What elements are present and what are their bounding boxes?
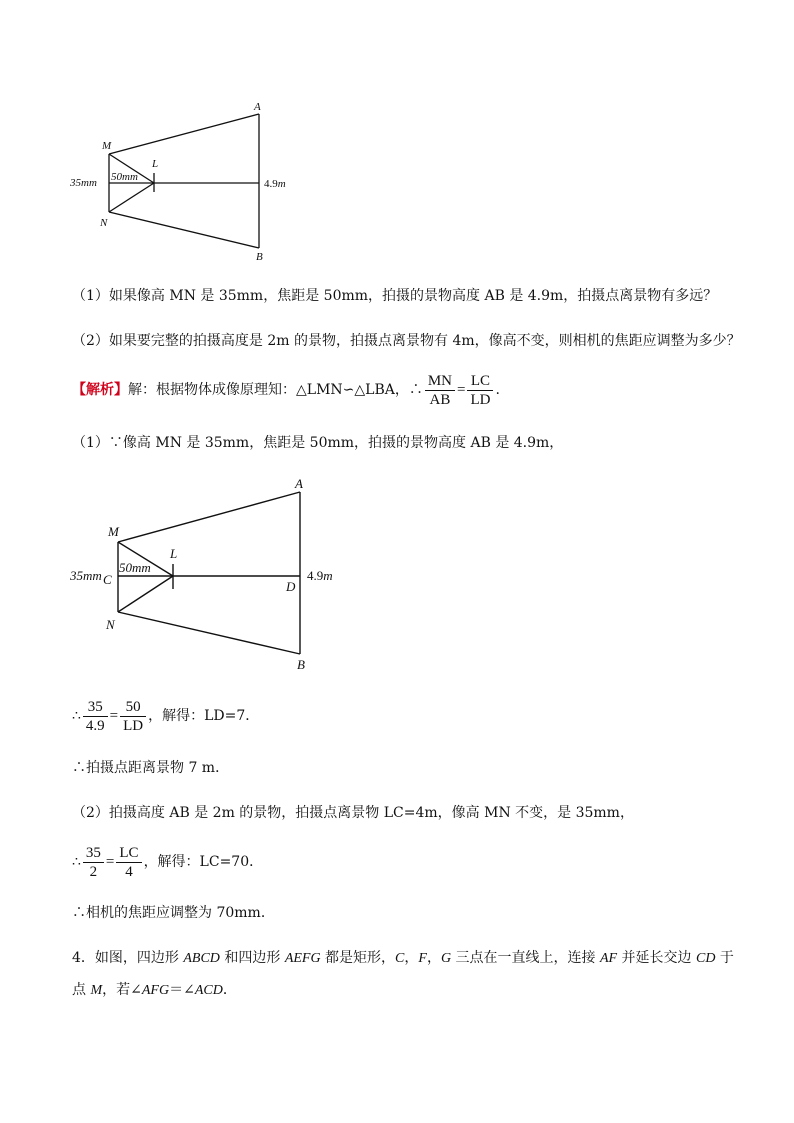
label-a: A: [254, 101, 261, 113]
label-l: L: [170, 546, 178, 561]
label-c: C: [103, 572, 112, 587]
label-b: B: [256, 251, 263, 263]
equation-2: ∴ $\frac{35}{2}$ = $\frac{LC}{4}$ ，解得：LC=70．: [72, 844, 264, 880]
part-1-line: （1）∵像高 MN 是 35mm，焦距是 50mm，拍摄的景物高度 AB 是 4.9m，: [72, 435, 564, 451]
line-ma: [118, 492, 300, 542]
fraction-lc-ld: $\frac{LC}{LD}$: [467, 372, 493, 409]
analysis-intro: 解：根据物体成像原理知：△LMN∽△LBA，∴: [128, 382, 423, 398]
fraction-35-2: $\frac{35}{2}$: [83, 844, 104, 881]
figure-1-diagram: [66, 96, 306, 266]
label-mn-length: 35mm: [70, 568, 102, 583]
label-n: N: [100, 217, 108, 229]
part-2-line: （2）拍摄高度 AB 是 2m 的景物，拍摄点离景物 LC=4m，像高 MN 不变，是 35mm，: [72, 805, 634, 821]
question-4-line-1: 4．如图，四边形 ABCD 和四边形 AEFG 都是矩形，C，F，G 三点在一直线上，连接 AF 并延长交边 CD 于: [72, 950, 734, 966]
label-b: B: [297, 657, 305, 672]
line-na: [118, 576, 173, 612]
label-l: L: [152, 158, 159, 170]
label-d: D: [286, 579, 296, 594]
label-ab-length: 4.9m: [307, 568, 333, 583]
answer-1: ∴拍摄点距离景物 7 m．: [72, 760, 230, 776]
label-focal-length: 50mm: [119, 560, 151, 575]
question-4-line-2: 点 M，若∠AFG＝∠ACD．: [72, 982, 237, 998]
figure-2-diagram: [66, 474, 346, 674]
label-a: A: [295, 476, 303, 491]
fraction-50-ld: $\frac{50}{LD}$: [120, 698, 146, 735]
fraction-35-4.9: $\frac{35}{4.9}$: [83, 698, 108, 735]
label-ab-length: 4.9m: [264, 178, 286, 190]
fraction-mn-ab: $\frac{MN}{AB}$: [425, 372, 455, 409]
analysis-tag: 【解析】: [72, 382, 128, 398]
fraction-lc-4: $\frac{LC}{4}$: [116, 844, 141, 881]
equation-1: ∴ $\frac{35}{4.9}$ = $\frac{50}{LD}$ ，解得：LD=7．: [72, 698, 260, 734]
question-2: （2）如果要完整的拍摄高度是 2m 的景物，拍摄点离景物有 4m，像高不变，则相机的焦距应调整为多少？: [72, 333, 741, 349]
analysis-line: 【解析】解：根据物体成像原理知：△LMN∽△LBA，∴ $\frac{MN}{AB}$ = $\frac{LC}{LD}$ .: [72, 372, 500, 408]
answer-2: ∴相机的焦距应调整为 70mm．: [72, 905, 275, 921]
line-nb: [118, 612, 300, 654]
label-n: N: [106, 617, 115, 632]
label-mn-length: 35mm: [70, 177, 97, 189]
line-ma: [109, 114, 259, 154]
label-m: M: [108, 524, 119, 539]
line-na: [109, 183, 154, 212]
question-1: （1）如果像高 MN 是 35mm，焦距是 50mm，拍摄的景物高度 AB 是 4.9m，拍摄点离景物有多远？: [72, 288, 718, 304]
label-focal-length: 50mm: [111, 171, 138, 183]
label-m: M: [102, 140, 112, 152]
line-nb: [109, 212, 259, 248]
